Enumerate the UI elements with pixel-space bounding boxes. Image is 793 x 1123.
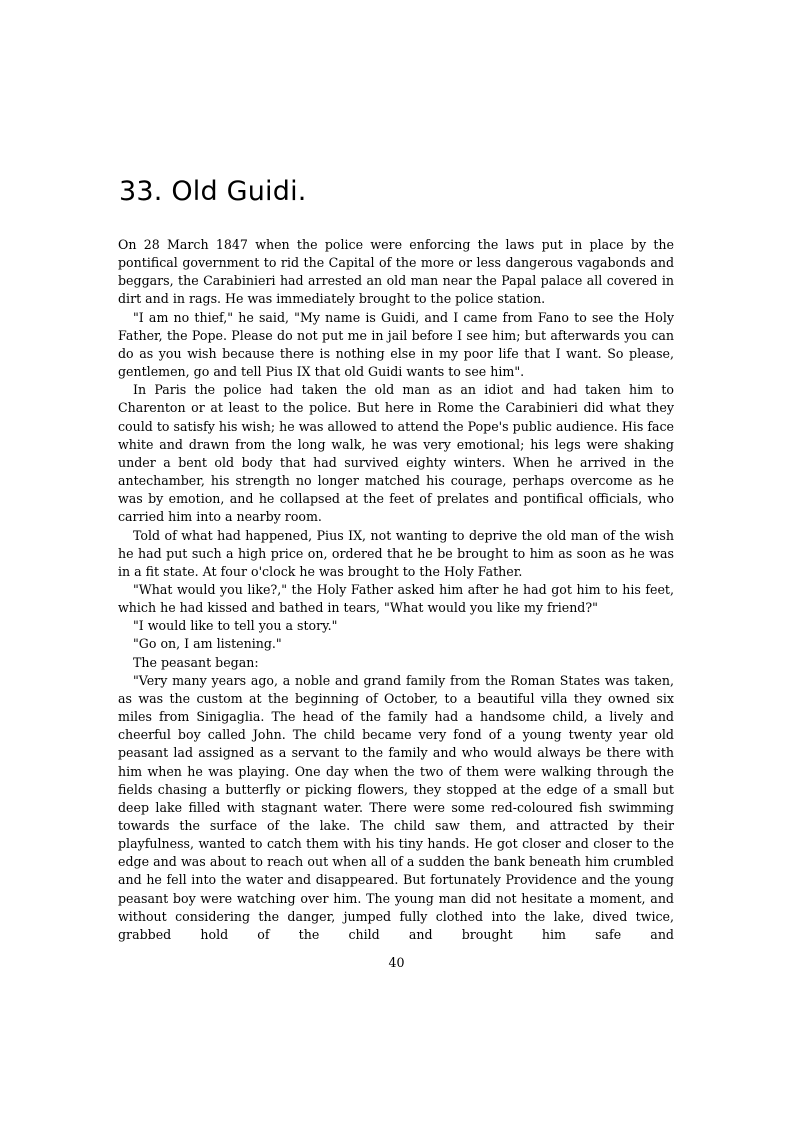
paragraph: "I am no thief," he said, "My name is Guidi, and I came from Fano to see the Holy Father, the Pope. Please do not put me in jail before I see him; but afterwards you can do as you wish because there is nothing else in my poor life that I want. So please, gentlemen, go and tell Pius IX that old Guidi wants to see him". (118, 309, 674, 380)
paragraph: In Paris the police had taken the old man as an idiot and had taken him to Charenton or at least to the police. But here in Rome the Carabinieri did what they could to satisfy his wish; he was allowed to attend the Pope's public audience. His face white and drawn from the long walk, he was very emotional; his legs were shaking under a bent old body that had survived eighty winters. When he arrived in the antechamber, his strength no longer matched his courage, perhaps overcome as he was by emotion, and he collapsed at the feet of prelates and pontifical officials, who carried him into a nearby room. (118, 382, 674, 525)
paragraph: "I would like to tell you a story." (133, 618, 338, 634)
page-number: 40 (388, 955, 405, 970)
paragraph: The peasant began: (133, 654, 259, 670)
chapter-title: 33. Old Guidi. (119, 176, 307, 207)
body-text (118, 236, 674, 944)
paragraph: "Go on, I am listening." (133, 636, 282, 652)
paragraph: Told of what had happened, Pius IX, not wanting to deprive the old man of the wish he had put such a high price on, ordered that he be brought to him as soon as he was in a fit state. At four o'clock he was brought to the Holy Father. (118, 527, 674, 579)
paragraph: On 28 March 1847 when the police were enforcing the laws put in place by the pontifical government to rid the Capital of the more or less dangerous vagabonds and beggars, the Carabinieri had arrested an old man near the Papal palace all covered in dirt and in rags. He was immediately brought to the police station. (118, 237, 674, 307)
paragraph: "Very many years ago, a noble and grand family from the Roman States was taken, as was the custom at the beginning of October, to a beautiful villa they owned six miles from Sinigaglia. The head of the family had a handsome child, a lively and cheerful boy called John. The child became very fond of a young twenty year old peasant lad assigned as a servant to the family and who would always be there with him when he was playing. One day when the two of them were walking through the fields chasing a butterfly or picking flowers, they stopped at the edge of a small but deep lake filled with stagnant water. There were some red-coloured fish swimming towards the surface of the lake. The child saw them, and attracted by their playfulness, wanted to catch them with his tiny hands. He got closer and closer to the edge and was about to reach out when all of a sudden the bank beneath him crumbled and he fell into the water and disappeared. But fortunately Providence and the young peasant boy were watching over him. The young man did not hesitate a moment, and without considering the danger, jumped fully clothed into the lake, dived twice, grabbed hold of the child and brought him safe and (118, 672, 674, 942)
paragraph: "What would you like?," the Holy Father asked him after he had got him to his feet, which he had kissed and bathed in tears, "What would you like my friend?" (118, 581, 674, 616)
